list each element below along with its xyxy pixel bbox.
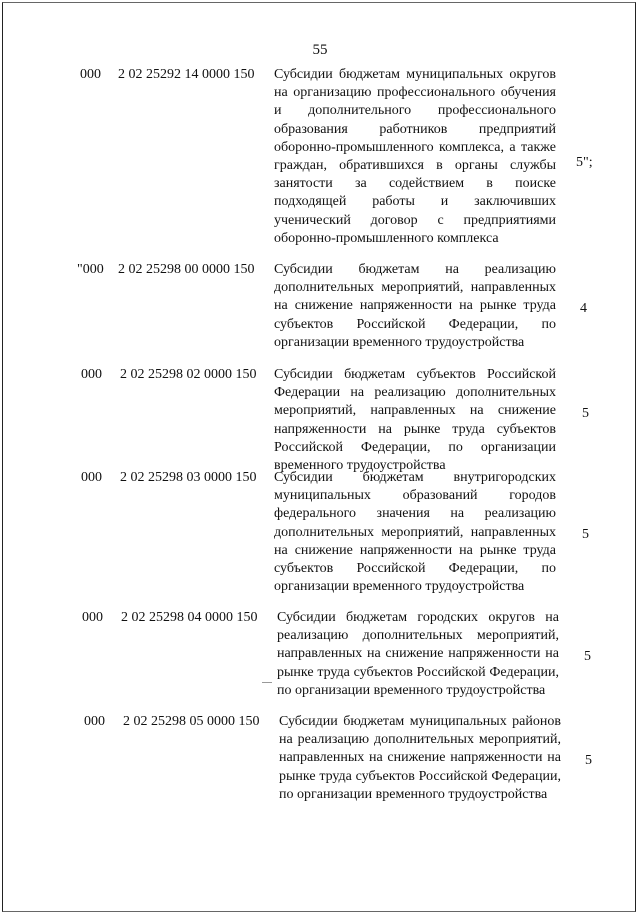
kbk-code: 2 02 25298 05 0000 150 [123,714,260,729]
admin-code: 000 [82,610,103,625]
row-value: 5"; [576,155,593,170]
row-value: 5 [584,649,591,664]
admin-code: 000 [81,470,102,485]
row-description: Субсидии бюджетам муниципальных округов на организацию профессионального обучения и дополнительного профессионального образования работников предприятий оборонно-промышленного комплекса, а также граждан, обратившихся в органы службы занятости за содействием в поиске подходящей работы и заключивших ученический договор с предприятиями оборонно-промышленного комплекса [274,67,556,246]
kbk-code: 2 02 25298 04 0000 150 [121,610,258,625]
row-description: Субсидии бюджетам городских округов на реализацию дополнительных мероприятий, направленных на снижение напряженности на рынке труда субъектов Российской Федерации, по организации временного трудоустройства [277,610,559,698]
admin-code: 000 [80,67,101,82]
row-value: 5 [582,406,589,421]
scan-mark [262,682,272,683]
kbk-code: 2 02 25298 00 0000 150 [118,262,255,277]
admin-code: 000 [81,367,102,382]
row-description: Субсидии бюджетам субъектов Российской Федерации на реализацию дополнительных мероприятий, направленных на снижение напряженности на рынке труда субъектов Российской Федерации, по организации временного трудоустройства [274,367,556,474]
admin-code: 000 [84,714,105,729]
kbk-code: 2 02 25292 14 0000 150 [118,67,255,82]
row-value: 4 [580,301,587,316]
page-number: 55 [312,42,328,58]
row-value: 5 [585,753,592,768]
row-description: Субсидии бюджетам на реализацию дополнительных мероприятий, направленных на снижение напряженности на рынке труда субъектов Российской Федерации, по организации временного трудоустройства [274,262,556,350]
kbk-code: 2 02 25298 03 0000 150 [120,470,257,485]
row-value: 5 [582,527,589,542]
admin-code: "000 [77,262,104,277]
row-description: Субсидии бюджетам муниципальных районов на реализацию дополнительных мероприятий, направленных на снижение напряженности на рынке труда субъектов Российской Федерации, по организации временного трудоустройства [279,714,561,802]
row-description: Субсидии бюджетам внутригородских муниципальных образований городов федерального значения на реализацию дополнительных мероприятий, направленных на снижение напряженности на рынке труда субъектов Российской Федерации, по организации временного трудоустройства [274,470,556,595]
kbk-code: 2 02 25298 02 0000 150 [120,367,257,382]
